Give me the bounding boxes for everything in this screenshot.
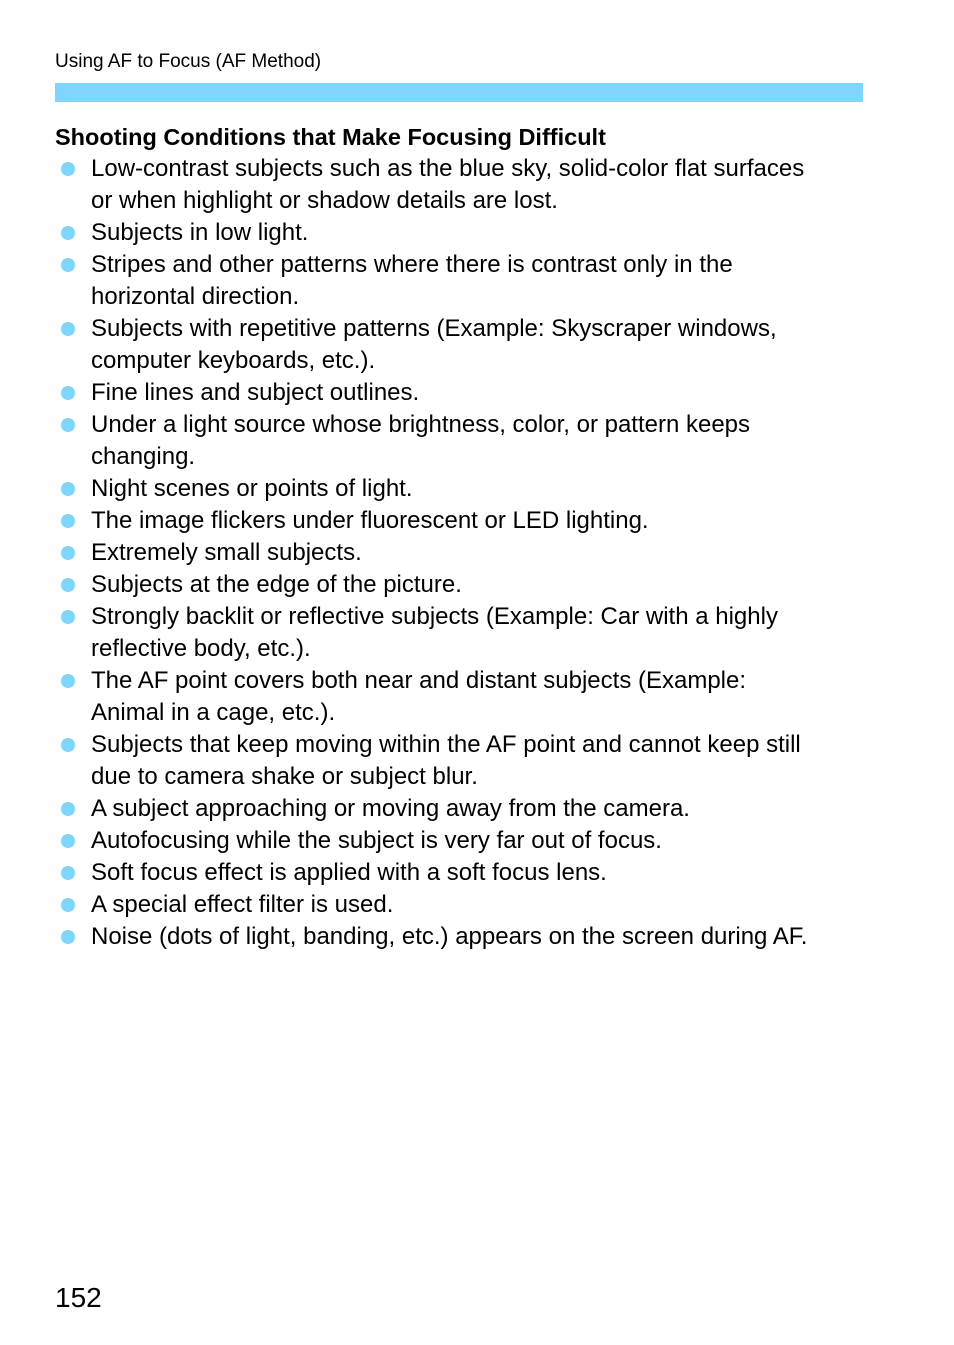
- bullet-icon: [61, 866, 75, 880]
- list-item-text: Noise (dots of light, banding, etc.) appears on the screen during AF.: [91, 923, 808, 950]
- list-item-text: Subjects that keep moving within the AF point and cannot keep still due to camera shake or subject blur.: [91, 731, 801, 790]
- bullet-icon: [61, 898, 75, 912]
- list-item: [55, 537, 865, 569]
- bullet-icon: [61, 578, 75, 592]
- list-item-text: Stripes and other patterns where there is contrast only in the horizontal direction.: [91, 251, 733, 310]
- bullet-icon: [61, 802, 75, 816]
- header-color-bar: [55, 83, 863, 102]
- list-item-text: Subjects in low light.: [91, 219, 309, 246]
- bullet-icon: [61, 226, 75, 240]
- running-header: Using AF to Focus (AF Method): [55, 51, 322, 72]
- list-item: [55, 569, 865, 601]
- bullet-icon: [61, 514, 75, 528]
- list-item: [55, 665, 865, 729]
- list-item: [55, 729, 865, 793]
- list-item-text: Soft focus effect is applied with a soft focus lens.: [91, 859, 607, 886]
- list-item: [55, 473, 865, 505]
- list-item: [55, 249, 865, 313]
- page-number: 152: [55, 1282, 102, 1313]
- section-title: Shooting Conditions that Make Focusing Difficult: [55, 124, 606, 150]
- bullet-icon: [61, 674, 75, 688]
- bullet-icon: [61, 322, 75, 336]
- list-item-text: The AF point covers both near and distant subjects (Example: Animal in a cage, etc.).: [91, 667, 747, 726]
- difficult-conditions-list: [55, 153, 865, 953]
- bullet-icon: [61, 546, 75, 560]
- list-item-text: Fine lines and subject outlines.: [91, 379, 420, 406]
- list-item-text: Night scenes or points of light.: [91, 475, 413, 502]
- list-item: [55, 825, 865, 857]
- bullet-icon: [61, 834, 75, 848]
- bullet-icon: [61, 162, 75, 176]
- list-item-text: Extremely small subjects.: [91, 539, 362, 566]
- bullet-icon: [61, 610, 75, 624]
- bullet-icon: [61, 258, 75, 272]
- list-item-text: Strongly backlit or reflective subjects (Example: Car with a highly reflective body, etc.).: [91, 603, 778, 662]
- list-item: [55, 409, 865, 473]
- list-item: [55, 921, 865, 953]
- list-item-text: Subjects at the edge of the picture.: [91, 571, 462, 598]
- list-item: [55, 313, 865, 377]
- list-item: [55, 217, 865, 249]
- list-item-text: A special effect filter is used.: [91, 891, 394, 918]
- list-item: [55, 857, 865, 889]
- list-item: [55, 153, 865, 217]
- list-item: [55, 889, 865, 921]
- list-item-text: The image flickers under fluorescent or LED lighting.: [91, 507, 649, 534]
- bullet-icon: [61, 418, 75, 432]
- list-item-text: Low-contrast subjects such as the blue sky, solid-color flat surfaces or when highlight or shadow details are lost.: [91, 155, 805, 214]
- list-item: [55, 377, 865, 409]
- list-item-text: A subject approaching or moving away from the camera.: [91, 795, 690, 822]
- list-item: [55, 793, 865, 825]
- bullet-icon: [61, 482, 75, 496]
- list-item: [55, 505, 865, 537]
- list-item-text: Under a light source whose brightness, color, or pattern keeps changing.: [91, 411, 751, 470]
- bullet-icon: [61, 738, 75, 752]
- list-item-text: Subjects with repetitive patterns (Example: Skyscraper windows, computer keyboards, etc.).: [91, 315, 777, 374]
- bullet-icon: [61, 930, 75, 944]
- list-item: [55, 601, 865, 665]
- list-item-text: Autofocusing while the subject is very far out of focus.: [91, 827, 662, 854]
- bullet-icon: [61, 386, 75, 400]
